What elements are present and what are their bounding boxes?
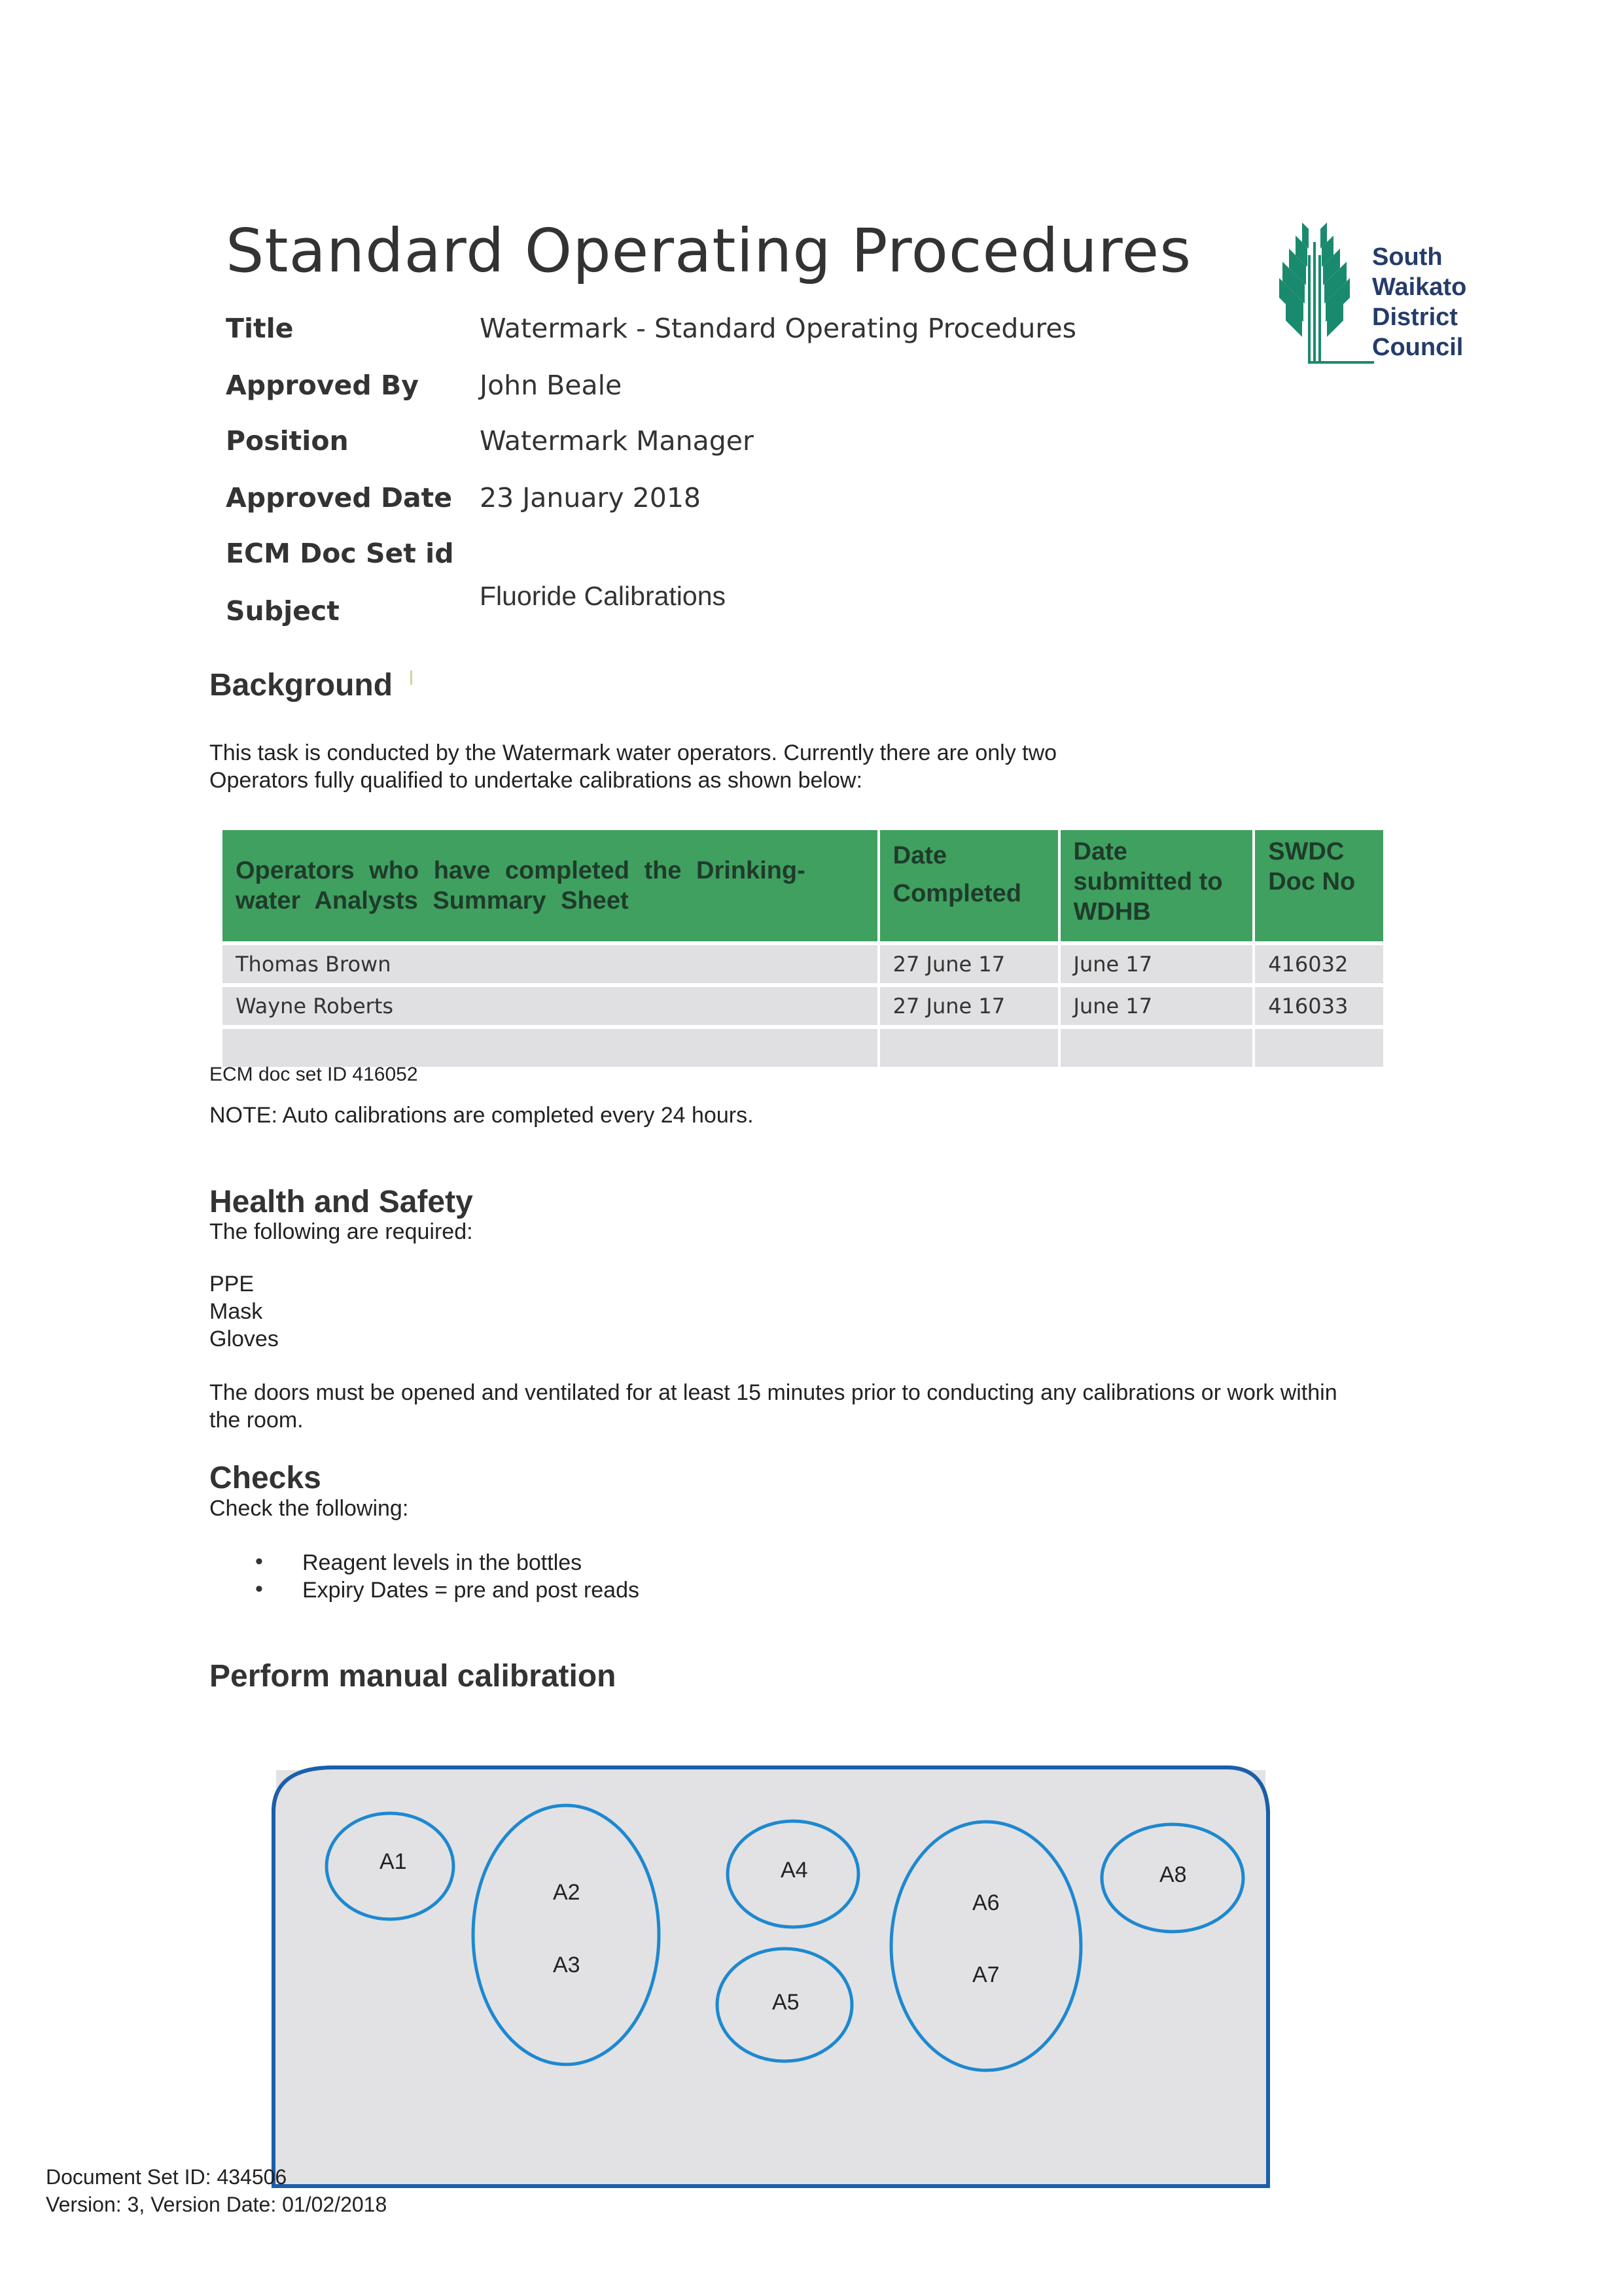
logo-line: Waikato	[1372, 273, 1467, 301]
logo-line: District	[1372, 304, 1458, 331]
meta-label-ecm-doc-set-id: ECM Doc Set id	[226, 538, 454, 569]
footer-version: Version: 3, Version Date: 01/02/2018	[46, 2193, 387, 2216]
checks-intro: Check the following:	[209, 1496, 409, 1521]
operators-table	[220, 826, 1386, 1071]
meta-value-approved-by: John Beale	[480, 370, 622, 401]
meta-value-title: Watermark - Standard Operating Procedures	[480, 313, 1076, 344]
check-item: Expiry Dates = pre and post reads	[302, 1578, 639, 1603]
ppe-item: PPE	[209, 1272, 255, 1296]
bullet-icon: •	[255, 1549, 263, 1574]
logo-line: Council	[1372, 334, 1464, 361]
meta-value-approved-date: 23 January 2018	[480, 482, 701, 513]
meta-label-approved-by: Approved By	[226, 370, 419, 401]
section-heading-checks: Checks	[209, 1461, 321, 1495]
slot-label-a1: A1	[380, 1849, 407, 1874]
council-logo	[1276, 216, 1492, 373]
cell-date-submitted: June 17	[1061, 945, 1253, 983]
slot-label-a6: A6	[972, 1890, 1000, 1915]
cell-date-completed	[880, 1029, 1058, 1067]
margin-mark	[410, 670, 412, 685]
auto-calibration-note: NOTE: Auto calibrations are completed every 24 hours.	[209, 1103, 754, 1128]
cell-doc-no	[1255, 1029, 1383, 1067]
slot-label-a4: A4	[781, 1858, 808, 1883]
column-header-swdc-doc-no: SWDC Doc No	[1255, 830, 1383, 941]
council-name	[1372, 242, 1466, 362]
fern-tree-icon	[1276, 216, 1374, 366]
cell-date-completed: 27 June 17	[880, 945, 1058, 983]
meta-value-position: Watermark Manager	[480, 425, 754, 457]
ecm-doc-set-note: ECM doc set ID 416052	[209, 1064, 418, 1085]
slot-label-a8: A8	[1159, 1862, 1187, 1887]
meta-label-title: Title	[226, 313, 294, 344]
section-heading-manual-calibration: Perform manual calibration	[209, 1659, 616, 1694]
column-header-operators: Operators who have completed the Drinking-water Analysts Summary Sheet	[222, 830, 877, 941]
column-header-date-submitted: Date submitted to WDHB	[1061, 830, 1253, 941]
cell-date-completed: 27 June 17	[880, 987, 1058, 1025]
background-paragraph-line-1: This task is conducted by the Watermark water operators. Currently there are only two	[209, 740, 1057, 765]
section-heading-background: Background	[209, 668, 393, 703]
health-safety-intro: The following are required:	[209, 1219, 473, 1244]
footer-document-set-id: Document Set ID: 434506	[46, 2165, 287, 2189]
meta-label-position: Position	[226, 425, 349, 457]
ppe-item: Mask	[209, 1299, 263, 1324]
slot-label-a2: A2	[553, 1880, 580, 1905]
section-heading-health-safety: Health and Safety	[209, 1185, 473, 1219]
page-title: Standard Operating Procedures	[226, 216, 1192, 286]
cell-doc-no: 416032	[1255, 945, 1383, 983]
meta-value-subject: Fluoride Calibrations	[480, 581, 726, 611]
slot-label-a7: A7	[972, 1962, 1000, 1987]
meta-label-approved-date: Approved Date	[226, 482, 453, 513]
bullet-icon: •	[255, 1576, 263, 1601]
bottle-slot-rings	[268, 1760, 1289, 2191]
column-header-date-completed: Date Completed	[880, 830, 1058, 941]
slot-label-a3: A3	[553, 1953, 580, 1977]
ppe-item: Gloves	[209, 1327, 279, 1351]
table-row	[222, 945, 1383, 983]
check-item: Reagent levels in the bottles	[302, 1550, 582, 1575]
background-paragraph-line-2: Operators fully qualified to undertake calibrations as shown below:	[209, 768, 862, 793]
cell-operator: Wayne Roberts	[222, 987, 877, 1025]
reagent-bottle-layout-diagram	[268, 1760, 1289, 2191]
table-row	[222, 987, 1383, 1025]
table-header-row	[222, 830, 1383, 941]
meta-label-subject: Subject	[226, 595, 340, 627]
logo-line: South	[1372, 243, 1443, 271]
ventilation-paragraph-line-2: the room.	[209, 1408, 304, 1433]
cell-date-submitted	[1061, 1029, 1253, 1067]
ventilation-paragraph-line-1: The doors must be opened and ventilated for at least 15 minutes prior to conducting any calibrations or work within	[209, 1380, 1337, 1405]
slot-label-a5: A5	[772, 1990, 800, 2015]
cell-operator: Thomas Brown	[222, 945, 877, 983]
cell-doc-no: 416033	[1255, 987, 1383, 1025]
cell-date-submitted: June 17	[1061, 987, 1253, 1025]
